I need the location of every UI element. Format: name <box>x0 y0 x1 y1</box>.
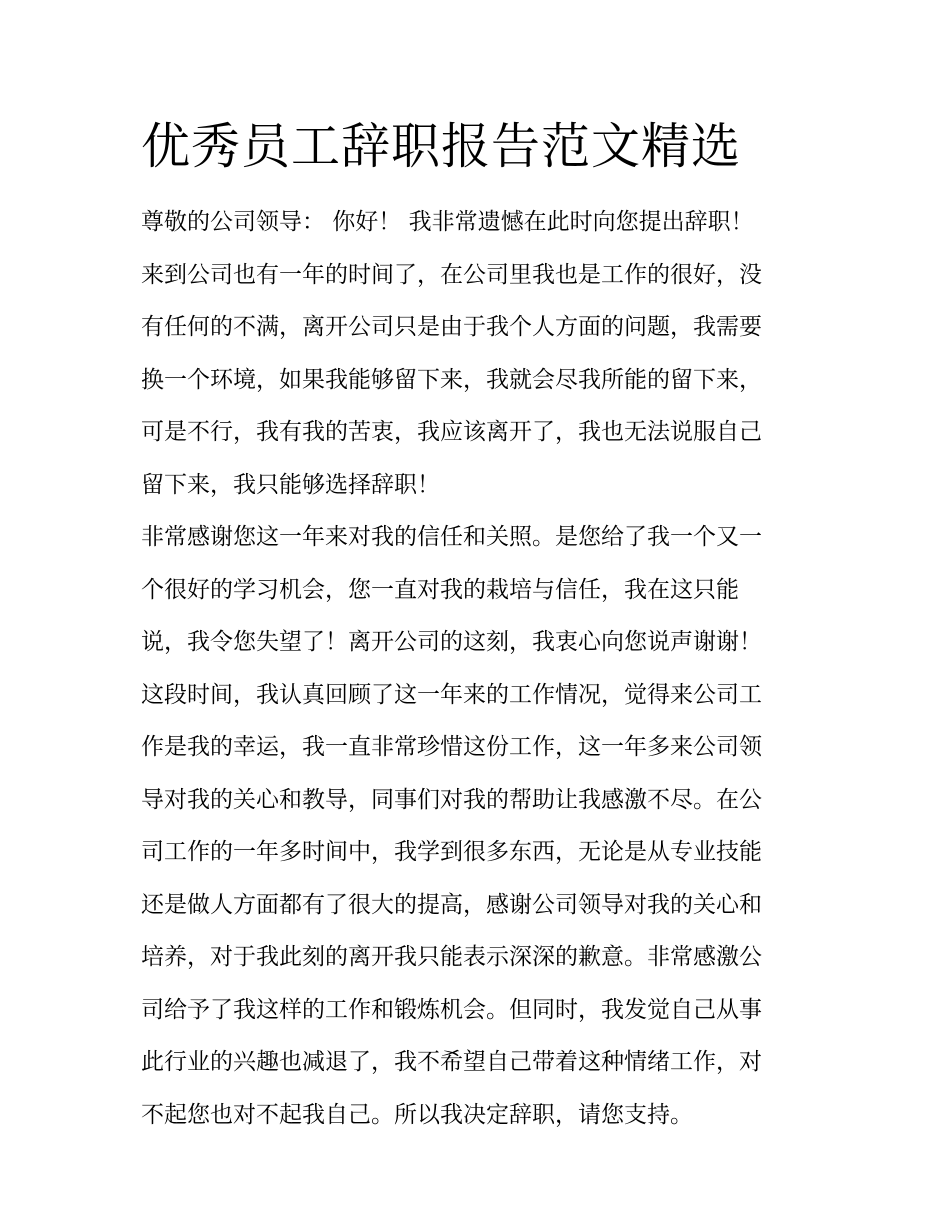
body-line: 此行业的兴趣也减退了，我不希望自己带着这种情绪工作，对 <box>141 1049 762 1075</box>
body-line: 有任何的不满，离开公司只是由于我个人方面的问题，我需要 <box>141 314 762 340</box>
body-line: 这段时间，我认真回顾了这一年来的工作情况，觉得来公司工 <box>141 681 762 708</box>
document-title: 优秀员工辞职报告范文精选 <box>141 118 742 175</box>
body-line: 说，我令您失望了！离开公司的这刻，我衷心向您说声谢谢！ <box>141 629 762 655</box>
body-line: 个很好的学习机会，您一直对我的栽培与信任，我在这只能 <box>141 576 739 603</box>
body-line: 还是做人方面都有了很大的提高，感谢公司领导对我的关心和 <box>141 891 762 918</box>
body-line: 尊敬的公司领导： 你好！ 我非常遗憾在此时向您提出辞职！ <box>141 209 754 235</box>
body-line: 司工作的一年多时间中，我学到很多东西，无论是从专业技能 <box>141 839 762 865</box>
body-line: 导对我的关心和教导，同事们对我的帮助让我感激不尽。在公 <box>141 786 762 813</box>
body-line: 培养，对于我此刻的离开我只能表示深深的歉意。非常感激公 <box>141 944 762 970</box>
body-line: 不起您也对不起我自己。所以我决定辞职，请您支持。 <box>141 1101 693 1128</box>
body-line: 换一个环境，如果我能够留下来，我就会尽我所能的留下来， <box>141 366 762 393</box>
body-line: 司给予了我这样的工作和锻炼机会。但同时，我发觉自己从事 <box>141 996 762 1023</box>
body-line: 留下来，我只能够选择辞职！ <box>141 471 440 498</box>
body-line: 作是我的幸运，我一直非常珍惜这份工作，这一年多来公司领 <box>141 734 762 760</box>
body-line: 可是不行，我有我的苦衷，我应该离开了，我也无法说服自己 <box>141 419 762 445</box>
body-line: 来到公司也有一年的时间了，在公司里我也是工作的很好，没 <box>141 261 762 288</box>
body-line: 非常感谢您这一年来对我的信任和关照。是您给了我一个又一 <box>141 524 762 550</box>
document-body <box>141 196 816 1141</box>
